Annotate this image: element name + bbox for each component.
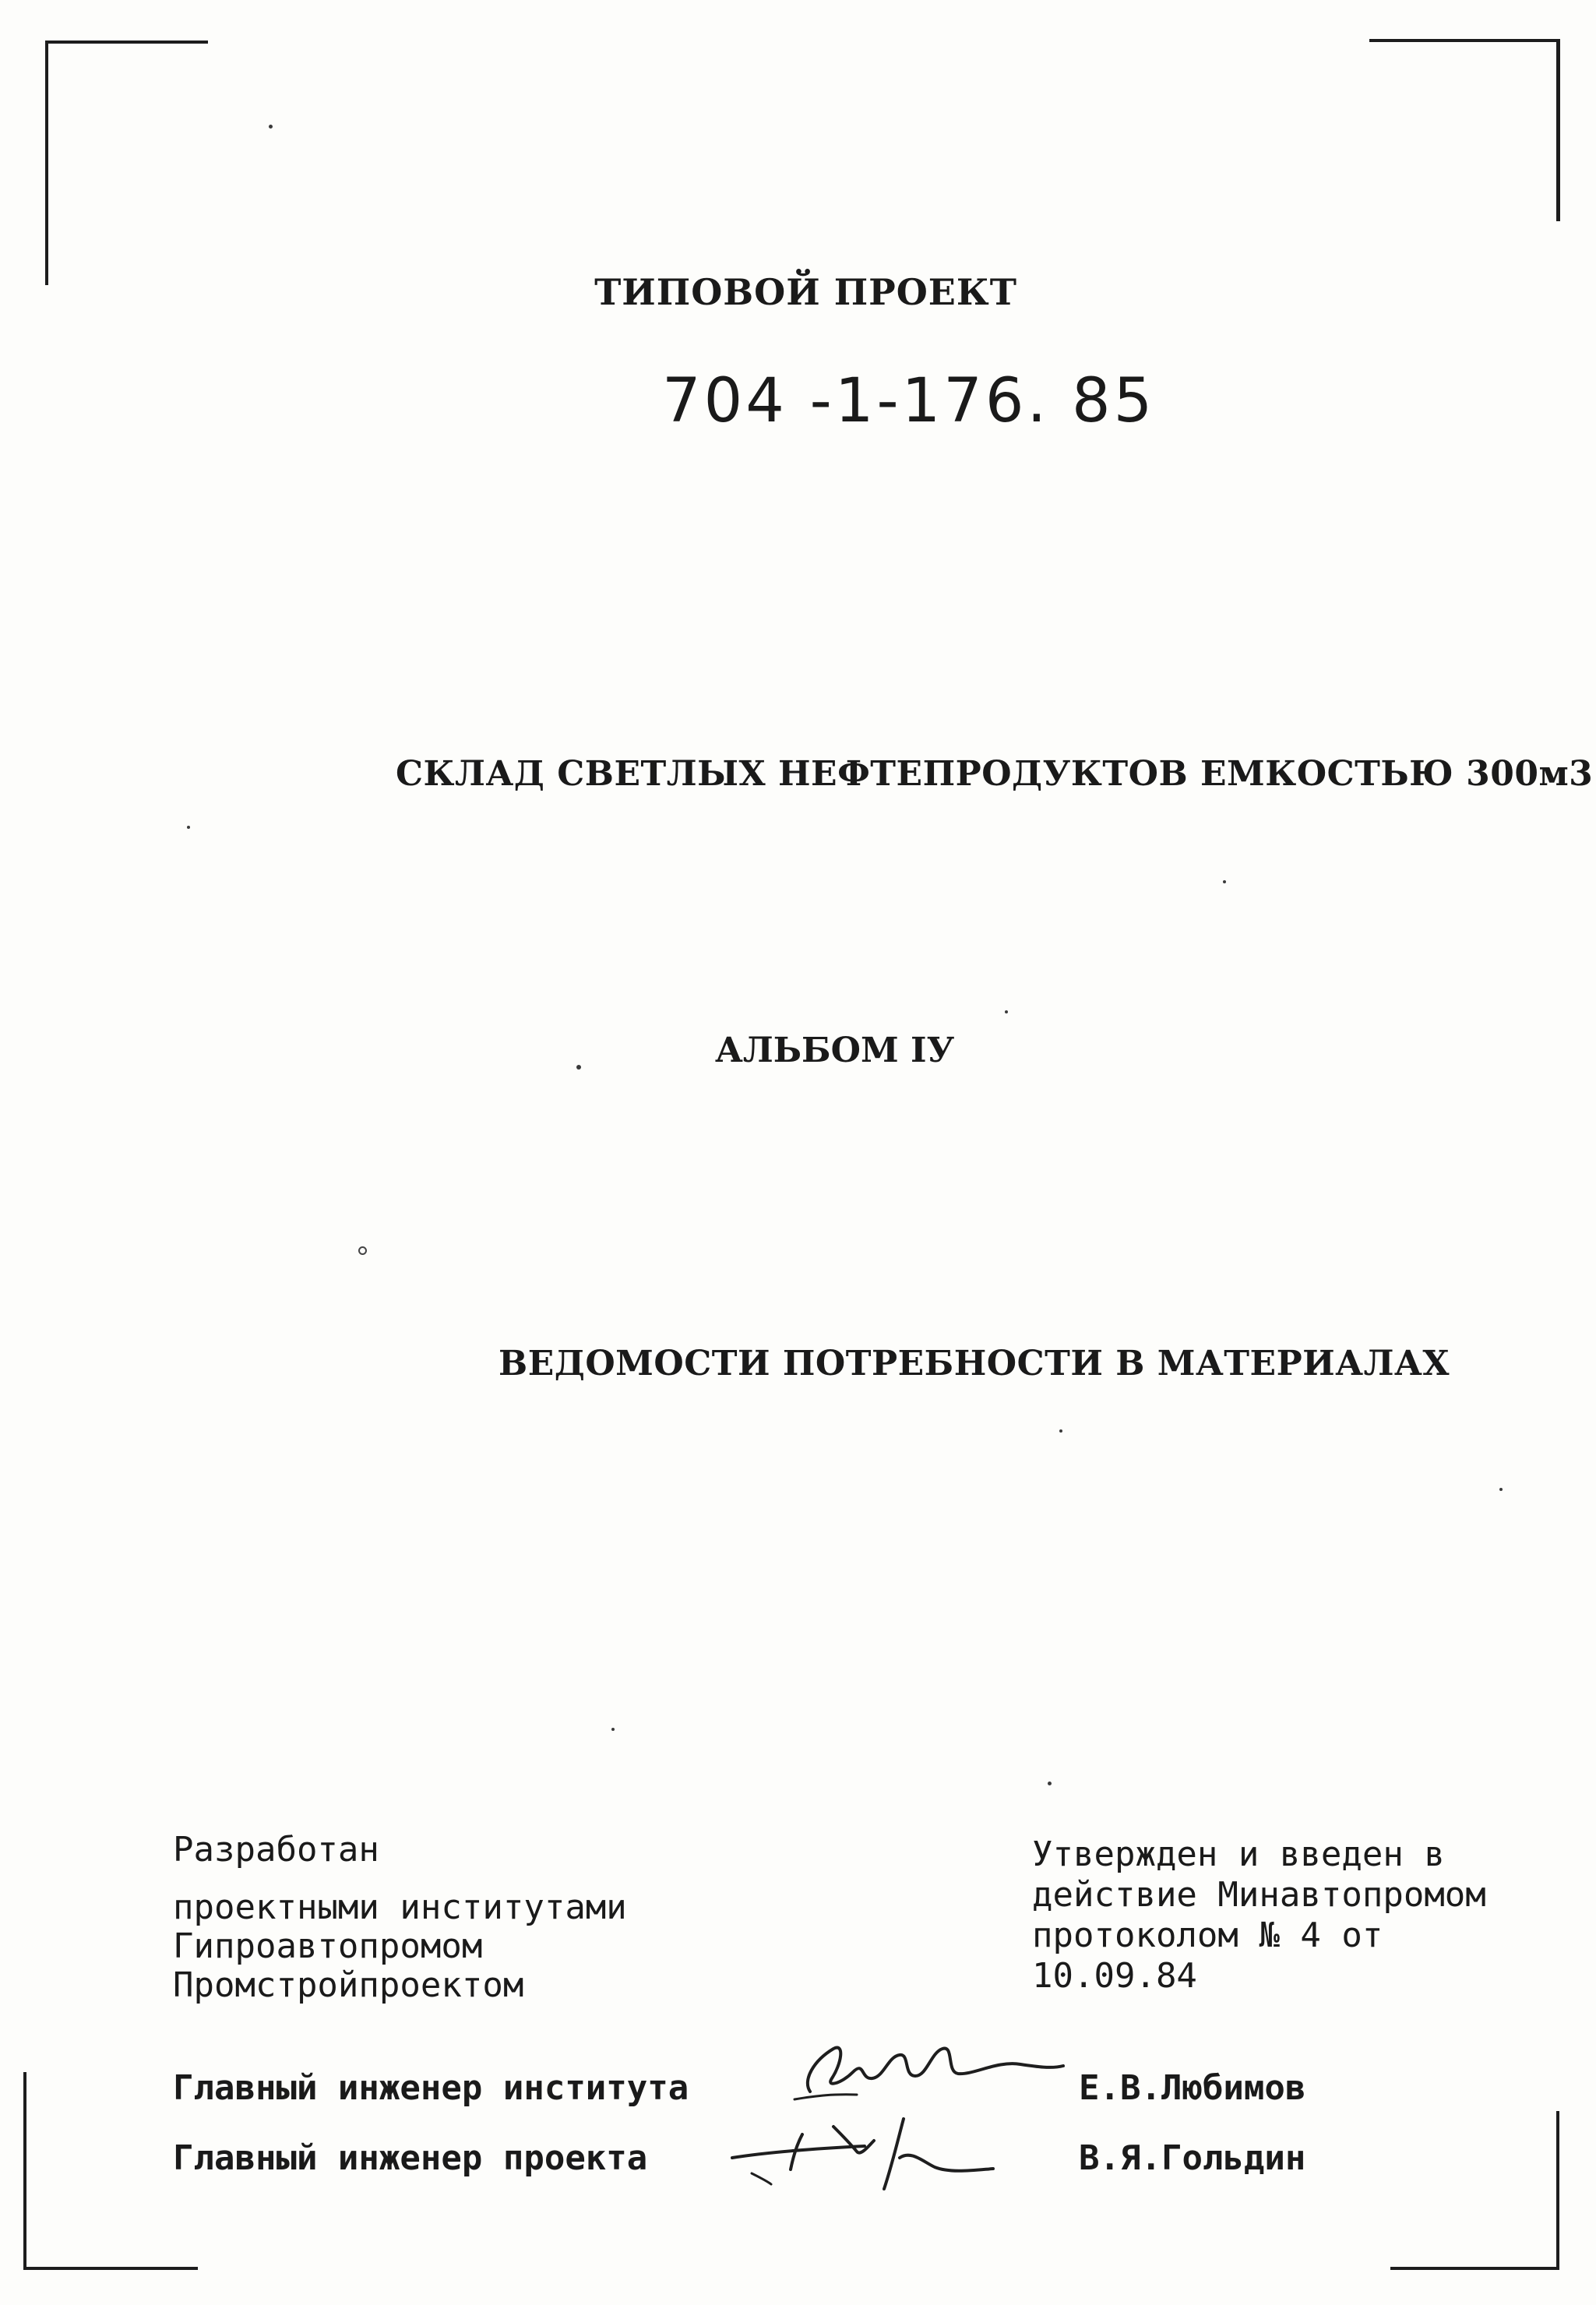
approved-line-3: протоколом № 4 от [1032,1916,1383,1955]
handwritten-signature-2 [724,2103,1005,2197]
object-title: СКЛАД СВЕТЛЫХ НЕФТЕПРОДУКТОВ ЕМКОСТЬЮ 300м3 [396,754,1594,794]
paper-speck [358,1246,367,1255]
signature-name: В.Я.Гольдин [1079,2138,1306,2178]
developed-line-promstroyproekt: Промстройпроектом [173,1965,524,2005]
developed-by-block [173,1831,627,2005]
paper-speck [187,826,190,829]
paper-speck [576,1065,581,1070]
signature-name: Е.В.Любимов [1079,2068,1306,2108]
paper-speck [1059,1429,1062,1433]
project-code: 704 -1-176. 85 [662,366,1156,436]
paper-speck [1223,880,1226,883]
paper-speck [1499,1488,1503,1491]
approved-line-2: действие Минавтопромом [1032,1875,1486,1915]
paper-speck [1005,1010,1008,1013]
corner-bracket-top-right [1369,39,1560,221]
signature-role: Главный инженер института [173,2068,689,2108]
corner-bracket-bottom-left [23,2072,198,2270]
paper-speck [269,125,273,129]
approved-line-1: Утвержден и введен в [1032,1834,1445,1874]
signature-role: Главный инженер проекта [173,2138,648,2178]
developed-line-giproavtoprom: Гипроавтопромом [173,1926,483,1966]
developed-heading: Разработан [173,1830,379,1870]
handwritten-signature-1 [787,2018,1075,2111]
corner-bracket-bottom-right [1390,2111,1559,2270]
approved-date: 10.09.84 [1032,1956,1197,1996]
paper-speck [1048,1782,1052,1785]
approved-block [1032,1834,1486,1997]
developed-line-institutes: проектными институтами [173,1887,627,1927]
section-title: ВЕДОМОСТИ ПОТРЕБНОСТИ В МАТЕРИАЛАХ [499,1344,1450,1383]
paper-speck [611,1728,615,1731]
corner-bracket-top-left [45,41,208,285]
album-number: АЛЬБОМ IУ [715,1031,955,1070]
doc-type-heading: ТИПОВОЙ ПРОЕКТ [594,271,1017,313]
